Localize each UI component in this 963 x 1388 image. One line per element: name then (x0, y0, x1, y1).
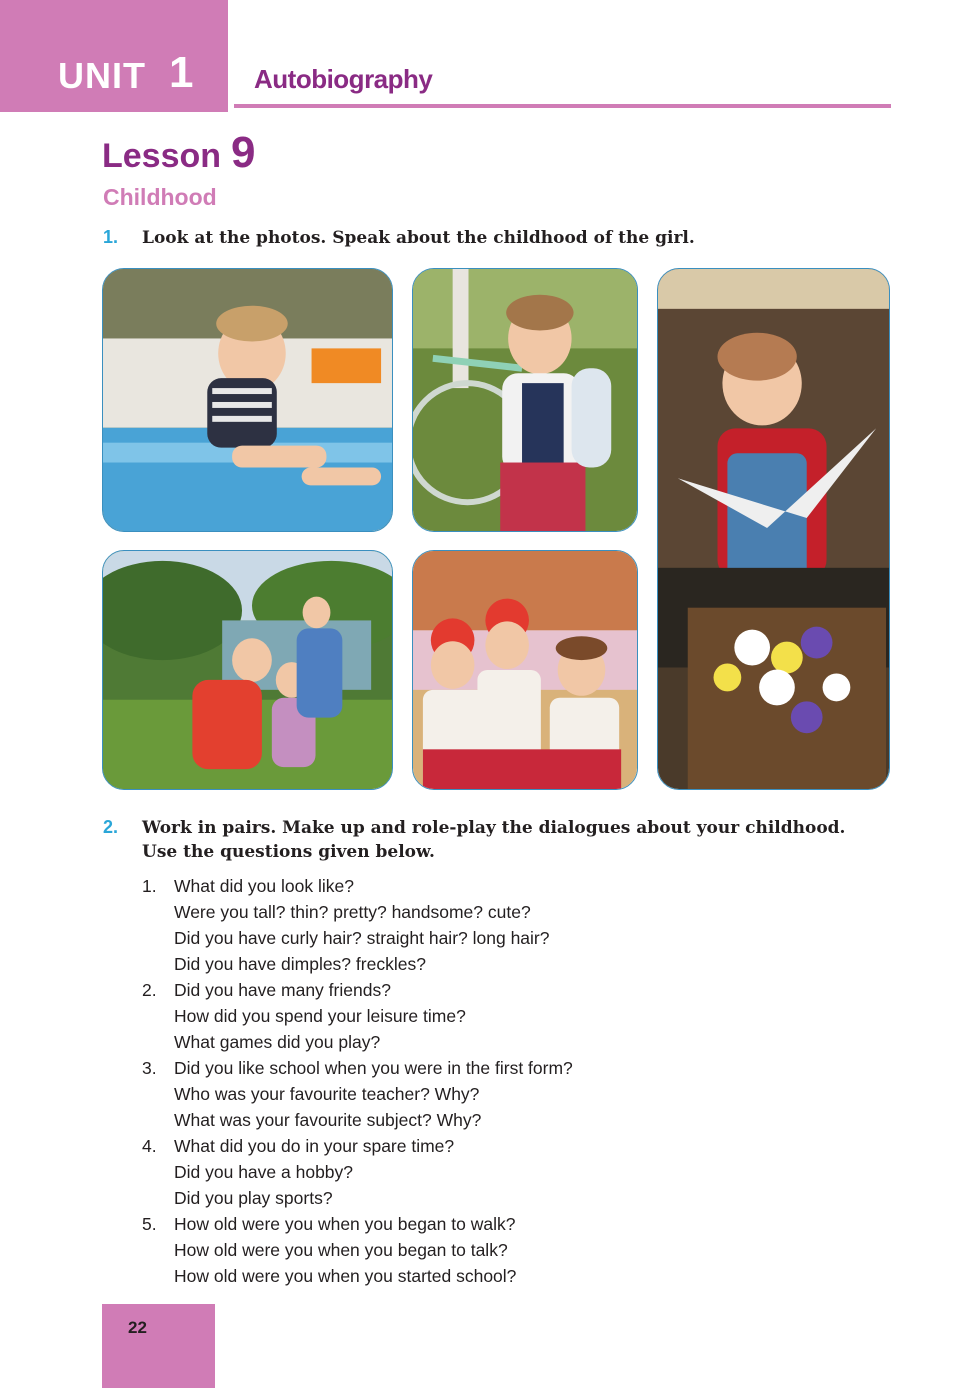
page-number-box (102, 1304, 215, 1388)
question-line: How old were you when you began to walk? (174, 1214, 516, 1234)
unit-title: Autobiography (254, 64, 433, 94)
question-number: 4. (142, 1136, 157, 1156)
exercise-2-number: 2. (103, 817, 119, 837)
lesson-number: 9 (231, 128, 256, 177)
photo-girl-with-book (657, 268, 890, 790)
question-number: 1. (142, 876, 157, 896)
unit-label: UNIT (58, 55, 146, 96)
exercise-2-instruction-line-2: Use the questions given below. (142, 842, 435, 862)
header-divider (234, 104, 891, 108)
photo-girl-with-bicycle (412, 268, 638, 532)
question-line: How did you spend your leisure time? (174, 1006, 466, 1026)
photo-family-in-park (102, 550, 393, 790)
question-line: How old were you when you began to talk? (174, 1240, 508, 1260)
question-line: Who was your favourite teacher? Why? (174, 1084, 480, 1104)
question-line: Did you have a hobby? (174, 1162, 354, 1182)
photo-girl-by-pool (102, 268, 393, 532)
exercise-1-number: 1. (103, 227, 119, 247)
unit-number: 1 (169, 48, 194, 97)
question-line: What was your favourite subject? Why? (174, 1110, 482, 1130)
question-number: 2. (142, 980, 157, 1000)
page-number: 22 (128, 1318, 147, 1337)
question-number: 5. (142, 1214, 157, 1234)
lesson-subtitle: Childhood (103, 184, 217, 210)
question-line: What did you look like? (174, 876, 354, 896)
question-line: What games did you play? (174, 1032, 381, 1052)
question-number: 3. (142, 1058, 157, 1078)
lesson-title (102, 128, 256, 178)
photo-children-in-costumes (412, 550, 638, 790)
unit-banner (0, 0, 228, 112)
lesson-word: Lesson (102, 137, 222, 175)
question-line: Did you have dimples? freckles? (174, 954, 426, 974)
question-line: Did you have curly hair? straight hair? long hair? (174, 928, 550, 948)
exercise-2-instruction-line-1: Work in pairs. Make up and role-play the dialogues about your childhood. (142, 818, 846, 838)
question-line: What did you do in your spare time? (174, 1136, 455, 1156)
question-line: Did you have many friends? (174, 980, 391, 1000)
question-line: Were you tall? thin? pretty? handsome? cute? (174, 902, 531, 922)
question-line: Did you like school when you were in the first form? (174, 1058, 573, 1078)
question-line: How old were you when you started school? (174, 1266, 517, 1286)
question-line: Did you play sports? (174, 1188, 333, 1208)
exercise-1-instruction: Look at the photos. Speak about the childhood of the girl. (142, 228, 695, 248)
